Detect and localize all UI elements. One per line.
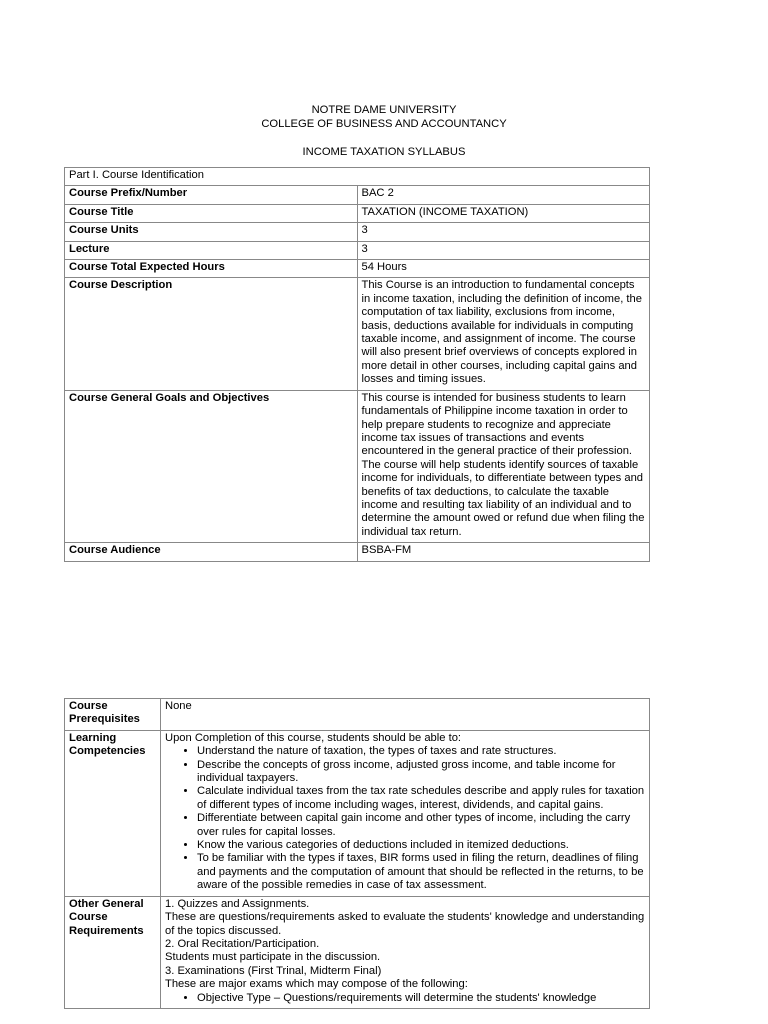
competencies-intro: Upon Completion of this course, students should be able to: [165, 731, 462, 744]
row-label: Other General Course Requirements [65, 896, 161, 1008]
list-item: • Differentiate between capital gain income and other types of income, including the carry over rules for capital losses. [197, 812, 645, 839]
university-name: NOTRE DAME UNIVERSITY [311, 104, 457, 116]
row-value: 54 Hours [357, 260, 650, 278]
row-label: Course Title [65, 204, 358, 222]
table-row [65, 390, 650, 542]
college-name: COLLEGE OF BUSINESS AND ACCOUNTANCY [261, 118, 507, 130]
row-label: Course Description [65, 278, 358, 390]
table-row [65, 278, 650, 390]
course-details-table [64, 698, 650, 1009]
goals-paragraph: This course is intended for business students to learn fundamentals of Philippine income taxation in order to help prepare students to recognize and appreciate income tax issues of transactions and events encountered in the general practice of their profession. [361, 391, 633, 458]
list-item: • Describe the concepts of gross income, adjusted gross income, and table income for individual taxpayers. [197, 759, 645, 786]
row-value [161, 730, 650, 896]
table-row [65, 260, 650, 278]
row-value: TAXATION (INCOME TAXATION) [357, 204, 650, 222]
table-row [65, 699, 650, 731]
part-heading: Part I. Course Identification [65, 168, 650, 186]
list-item: • Know the various categories of deductions included in itemized deductions. [197, 839, 645, 852]
table-row [65, 896, 650, 1008]
row-value: 3 [357, 241, 650, 259]
row-value [161, 896, 650, 1008]
row-label: Learning Competencies [65, 730, 161, 896]
table-row [65, 168, 650, 186]
row-label: Course General Goals and Objectives [65, 390, 358, 542]
requirements-line: 3. Examinations (First Trinal, Midterm Final) [165, 964, 382, 977]
document-header [0, 103, 768, 159]
row-value: None [161, 699, 650, 731]
course-identification-table [64, 167, 650, 562]
goals-paragraph: The course will help students identify sources of taxable income for individuals, to differentiate between types and benefits of tax deductions, to calculate the taxable income and resulting tax liability of an individual and to determine the amount owed or refund due when filing the individual tax return. [361, 458, 645, 538]
row-label: Course Total Expected Hours [65, 260, 358, 278]
requirements-line: 2. Oral Recitation/Participation. [165, 937, 320, 950]
list-item: • Understand the nature of taxation, the types of taxes and rate structures. [197, 745, 645, 758]
table-row [65, 241, 650, 259]
list-item: • Objective Type – Questions/requirements will determine the students' knowledge [197, 992, 645, 1005]
row-value: BSBA-FM [357, 543, 650, 561]
requirements-line: These are questions/requirements asked to evaluate the students' knowledge and understanding of the topics discussed. [165, 911, 645, 937]
table-row [65, 730, 650, 896]
row-value: 3 [357, 223, 650, 241]
list-item: • To be familiar with the types if taxes, BIR forms used in filing the return, deadlines of filing and payments and the computation of amount that should be reflected in the returns, to be aware of the possible remedies in case of tax assessment. [197, 852, 645, 892]
row-label: Course Audience [65, 543, 358, 561]
row-value: This Course is an introduction to fundamental concepts in income taxation, including the definition of income, the computation of tax liability, exclusions from income, basis, deductions available for individuals in computing taxable income, and assignment of income. The course will also present brief overviews of concepts explored in more detail in other courses, including capital gains and losses and timing issues. [357, 278, 650, 390]
requirements-list [165, 992, 645, 1005]
table-row [65, 543, 650, 561]
list-item: • Calculate individual taxes from the tax rate schedules describe and apply rules for taxation of different types of income including wages, interest, dividends, and capital gains. [197, 785, 645, 812]
syllabus-title: INCOME TAXATION SYLLABUS [302, 146, 466, 158]
requirements-line: Students must participate in the discussion. [165, 951, 381, 964]
row-label: Course Prerequisites [65, 699, 161, 731]
row-value [357, 390, 650, 542]
requirements-line: 1. Quizzes and Assignments. [165, 897, 310, 910]
table-row [65, 204, 650, 222]
row-label: Lecture [65, 241, 358, 259]
table-row [65, 223, 650, 241]
requirements-line: These are major exams which may compose of the following: [165, 978, 468, 991]
table-row [65, 186, 650, 204]
competencies-list [165, 745, 645, 892]
row-label: Course Units [65, 223, 358, 241]
row-value: BAC 2 [357, 186, 650, 204]
row-label: Course Prefix/Number [65, 186, 358, 204]
